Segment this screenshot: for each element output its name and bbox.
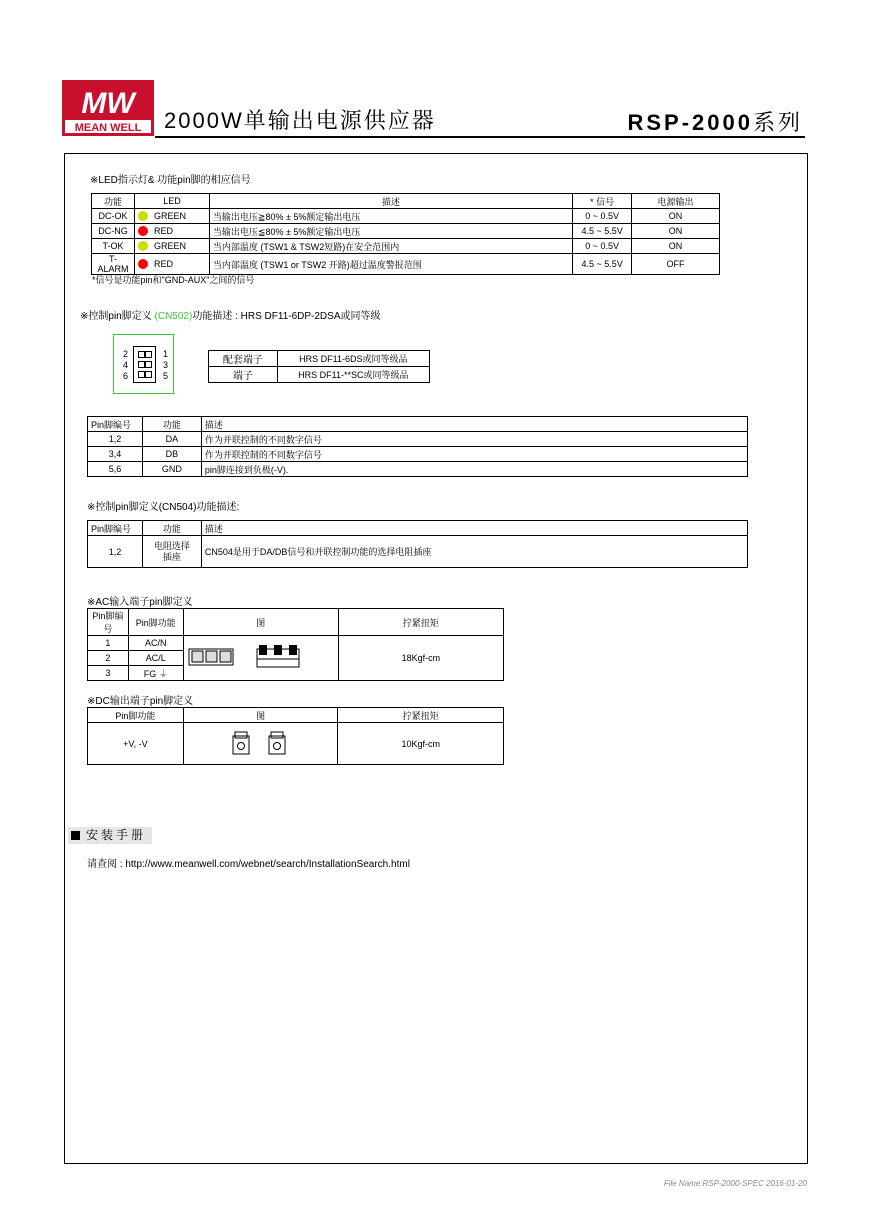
pin-number: 3 xyxy=(88,666,129,681)
pin-function: FG ⏚ xyxy=(128,666,183,681)
table-row xyxy=(92,209,720,224)
pin-label: 1 xyxy=(163,349,169,359)
led-col-led: LED xyxy=(134,194,209,209)
mating-label: 配套端子 xyxy=(209,351,278,367)
table-header xyxy=(88,521,748,536)
table-row xyxy=(88,536,748,568)
led-col-output: 电源输出 xyxy=(632,194,720,209)
pin-function: AC/L xyxy=(128,651,183,666)
pin-number: 1,2 xyxy=(88,536,143,568)
col-func: 功能 xyxy=(142,417,201,432)
cn502-heading xyxy=(80,307,381,322)
col-desc: 描述 xyxy=(201,521,747,536)
table-row xyxy=(88,636,504,651)
led-signal: 0 ~ 0.5V xyxy=(573,209,632,224)
pin-number: 1,2 xyxy=(88,432,143,447)
led-output: ON xyxy=(632,239,720,254)
mating-label: 端子 xyxy=(209,367,278,383)
dc-heading: ※DC输出端子pin脚定义 xyxy=(87,696,194,707)
pin-number: 1 xyxy=(88,636,129,651)
pin-function: DB xyxy=(142,447,201,462)
mean-well-logo xyxy=(62,80,154,136)
col-func: Pin脚功能 xyxy=(128,609,183,636)
dc-pin-function: +V, -V xyxy=(88,723,184,765)
dc-pin-table xyxy=(87,707,504,765)
pin-function: GND xyxy=(142,462,201,477)
cn502-heading-highlight: (CN502) xyxy=(154,311,193,322)
led-indicator-icon xyxy=(138,259,148,269)
pin-label: 4 xyxy=(123,360,129,370)
cn502-connector-diagram xyxy=(113,334,174,394)
ac-terminal-figure xyxy=(183,636,338,681)
led-table-header xyxy=(92,194,720,209)
table-row xyxy=(92,224,720,239)
pin-description: CN504是用于DA/DB信号和并联控制功能的选择电阻插座 xyxy=(201,536,747,568)
led-cell xyxy=(134,239,209,254)
pin-label: 5 xyxy=(163,371,169,381)
led-indicator-icon xyxy=(138,226,148,236)
footer-filename: File Name:RSP-2000-SPEC 2016-01-20 xyxy=(663,1179,807,1188)
led-desc: 当输出电压≧80% ± 5%额定输出电压 xyxy=(209,209,572,224)
col-pin: Pin脚编号 xyxy=(88,609,129,636)
pin-function xyxy=(142,536,201,568)
model-name: RSP-2000 xyxy=(627,110,753,135)
led-signal: 4.5 ~ 5.5V xyxy=(573,224,632,239)
col-torque: 拧紧扭矩 xyxy=(338,609,503,636)
pin-function-line: 电阻选择 xyxy=(153,540,190,551)
pin-function-line: 插座 xyxy=(162,551,181,562)
col-figure: 图 xyxy=(183,609,338,636)
led-desc: 当输出电压≦80% ± 5%额定输出电压 xyxy=(209,224,572,239)
pin-label: 3 xyxy=(163,360,169,370)
mating-table xyxy=(208,350,430,383)
led-func: DC-OK xyxy=(92,209,135,224)
connector-right-pins xyxy=(163,349,168,382)
led-color-label: RED xyxy=(153,225,173,236)
led-cell xyxy=(134,254,209,275)
pin-number: 2 xyxy=(88,651,129,666)
bullet-square-icon xyxy=(71,831,80,840)
pin-description: 作为并联控制的不同数字信号 xyxy=(201,447,747,462)
cn504-pin-table xyxy=(87,520,748,568)
install-link[interactable]: 请查阅 : http://www.meanwell.com/webnet/search/InstallationSearch.html xyxy=(87,859,410,870)
col-func: 功能 xyxy=(142,521,201,536)
pin-label: 2 xyxy=(123,349,129,359)
pin-description: pin脚连接到负极(-V). xyxy=(201,462,747,477)
table-header xyxy=(88,708,504,723)
led-col-signal: * 信号 xyxy=(573,194,632,209)
pin-label: 6 xyxy=(123,371,129,381)
cn504-heading: ※控制pin脚定义(CN504)功能描述: xyxy=(87,502,240,513)
col-torque: 拧紧扭矩 xyxy=(338,708,504,723)
table-row xyxy=(209,367,430,383)
pin-function: DA xyxy=(142,432,201,447)
ac-pin-table xyxy=(87,608,504,681)
dc-terminal-figure xyxy=(183,723,338,765)
col-desc: 描述 xyxy=(201,417,747,432)
led-signal: 0 ~ 0.5V xyxy=(573,239,632,254)
led-func: T-ALARM xyxy=(92,254,135,275)
led-color-label: GREEN xyxy=(153,240,186,251)
led-section-heading: ※LED指示灯& 功能pin脚的相应信号 xyxy=(90,175,251,186)
table-row xyxy=(92,239,720,254)
led-col-desc: 描述 xyxy=(209,194,572,209)
table-header xyxy=(88,609,504,636)
mating-value: HRS DF11-6DS或同等级品 xyxy=(277,351,429,367)
led-signal: 4.5 ~ 5.5V xyxy=(573,254,632,275)
pin-function: AC/N xyxy=(128,636,183,651)
dc-torque: 10Kgf-cm xyxy=(338,723,504,765)
table-row xyxy=(88,447,748,462)
connector-body-icon xyxy=(133,346,156,383)
dc-terminal-icon xyxy=(226,728,296,758)
pin-number: 3,4 xyxy=(88,447,143,462)
col-pin: Pin脚编号 xyxy=(88,521,143,536)
cn502-pin-table xyxy=(87,416,748,477)
table-row xyxy=(92,254,720,275)
led-output: OFF xyxy=(632,254,720,275)
install-heading-text: 安装手册 xyxy=(86,828,147,842)
ac-heading: ※AC输入端子pin脚定义 xyxy=(87,597,193,608)
cn502-heading-pre: ※控制pin脚定义 xyxy=(80,311,155,322)
led-cell xyxy=(134,209,209,224)
ac-torque: 18Kgf-cm xyxy=(338,636,503,681)
led-col-func: 功能 xyxy=(92,194,135,209)
led-footnote: *信号是功能pin和"GND-AUX"之间的信号 xyxy=(92,275,255,285)
led-desc: 当内部温度 (TSW1 & TSW2短路)在安全范围内 xyxy=(209,239,572,254)
table-header xyxy=(88,417,748,432)
led-indicator-icon xyxy=(138,211,148,221)
install-heading xyxy=(68,827,152,844)
table-row xyxy=(88,723,504,765)
led-table xyxy=(91,193,720,275)
series-suffix: 系列 xyxy=(752,110,803,135)
led-cell xyxy=(134,224,209,239)
page-title: 2000W单输出电源供应器 xyxy=(164,108,436,133)
led-desc: 当内部温度 (TSW1 or TSW2 开路)超过温度警报范围 xyxy=(209,254,572,275)
led-output: ON xyxy=(632,224,720,239)
svg-text:MEAN WELL: MEAN WELL xyxy=(74,122,142,134)
header-divider xyxy=(155,136,805,138)
table-row xyxy=(88,462,748,477)
logo-mw-text: MW xyxy=(81,87,135,120)
led-func: DC-NG xyxy=(92,224,135,239)
pin-description: 作为并联控制的不同数字信号 xyxy=(201,432,747,447)
col-figure: 图 xyxy=(183,708,338,723)
mating-value: HRS DF11-**SC或同等级品 xyxy=(277,367,429,383)
col-func: Pin脚功能 xyxy=(88,708,184,723)
col-pin: Pin脚编号 xyxy=(88,417,143,432)
led-func: T-OK xyxy=(92,239,135,254)
led-color-label: RED xyxy=(153,258,173,269)
series-title xyxy=(627,106,803,137)
table-row xyxy=(88,432,748,447)
pin-number: 5,6 xyxy=(88,462,143,477)
led-output: ON xyxy=(632,209,720,224)
led-color-label: GREEN xyxy=(153,210,186,221)
ac-terminal-icon xyxy=(187,637,335,677)
table-row xyxy=(209,351,430,367)
connector-left-pins xyxy=(123,349,128,382)
led-indicator-icon xyxy=(138,241,148,251)
cn502-heading-post: 功能描述 : HRS DF11-6DP-2DSA或同等级 xyxy=(192,311,381,322)
